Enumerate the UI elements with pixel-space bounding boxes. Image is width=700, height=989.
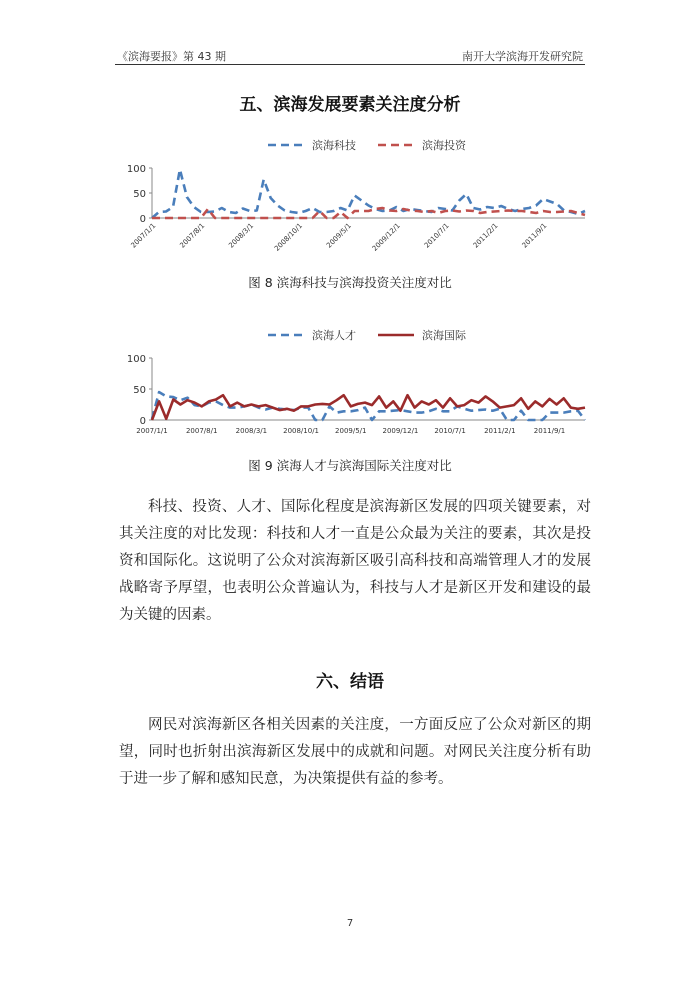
legend-label: 滨海人才 xyxy=(312,329,356,342)
legend-label: 滨海投资 xyxy=(422,139,466,152)
section-five-title: 五、滨海发展要素关注度分析 xyxy=(239,95,461,115)
paragraph-key-factors-text: 科技、投资、人才、国际化程度是滨海新区发展的四项关键要素，对其关注度的对比发现：科技和人才一直是公众最为关注的要素，其次是投资和国际化。这说明了公众对滨海新区吸引高科技和高端管理人才的发展战略寄予厚望，也表明公众普遍认为，科技与人才是新区开发和建设的最为关键的因素。 xyxy=(119,499,591,623)
x-tick-label: 2011/2/1 xyxy=(484,427,516,435)
x-tick-label: 2009/5/1 xyxy=(335,427,367,435)
series-line xyxy=(152,392,585,420)
x-tick-label: 2008/10/1 xyxy=(273,221,305,253)
x-tick-label: 2011/2/1 xyxy=(471,221,500,250)
figure-9-chart xyxy=(110,322,600,447)
x-tick-label: 2008/3/1 xyxy=(235,427,268,435)
x-tick-label: 2007/1/1 xyxy=(136,427,168,435)
x-tick-label: 2010/7/1 xyxy=(434,427,466,435)
series-line xyxy=(152,208,585,218)
series-line xyxy=(152,395,585,420)
figure-8-caption: 图 8 滨海科技与滨海投资关注度对比 xyxy=(248,275,452,290)
paragraph-key-factors xyxy=(119,494,591,629)
paragraph-conclusion xyxy=(119,712,591,793)
header-right: 南开大学滨海开发研究院 xyxy=(462,50,583,63)
x-tick-label: 2009/12/1 xyxy=(370,221,402,253)
legend-label: 滨海国际 xyxy=(422,329,466,342)
legend-item xyxy=(268,328,356,342)
running-header xyxy=(115,46,585,65)
figure-9-caption: 图 9 滨海人才与滨海国际关注度对比 xyxy=(248,458,452,473)
figure-8-svg xyxy=(110,132,600,267)
legend xyxy=(268,328,467,342)
legend-label: 滨海科技 xyxy=(312,139,356,152)
legend-item xyxy=(378,138,467,152)
x-tick-label: 2007/8/1 xyxy=(185,427,218,435)
y-tick-label: 0 xyxy=(139,416,146,427)
y-tick-label: 0 xyxy=(139,214,146,225)
header-left: 《滨海要报》第 43 期 xyxy=(117,50,226,63)
y-tick-label: 50 xyxy=(133,385,146,396)
x-tick-label: 2010/7/1 xyxy=(422,221,451,250)
section-six-title: 六、结语 xyxy=(316,672,384,692)
legend-item xyxy=(378,328,467,342)
x-tick-label: 2007/1/1 xyxy=(129,221,158,250)
x-tick-label: 2008/3/1 xyxy=(227,221,256,250)
x-tick-label: 2009/5/1 xyxy=(325,221,353,250)
legend-item xyxy=(268,138,356,152)
figure-9-svg xyxy=(110,322,600,447)
y-tick-label: 50 xyxy=(133,189,146,200)
x-tick-label: 2011/9/1 xyxy=(533,427,566,435)
figure-8-chart xyxy=(110,132,600,267)
page-number: 7 xyxy=(346,918,354,929)
x-tick-label: 2011/9/1 xyxy=(520,221,549,250)
y-tick-label: 100 xyxy=(126,354,146,365)
x-tick-label: 2008/10/1 xyxy=(283,427,320,435)
x-tick-label: 2009/12/1 xyxy=(382,427,419,435)
x-tick-label: 2007/8/1 xyxy=(178,221,207,250)
y-tick-label: 100 xyxy=(126,164,146,175)
paragraph-conclusion-text: 网民对滨海新区各相关因素的关注度，一方面反应了公众对新区的期望，同时也折射出滨海新区发展中的成就和问题。对网民关注度分析有助于进一步了解和感知民意，为决策提供有益的参考。 xyxy=(119,717,591,787)
legend xyxy=(268,138,467,152)
